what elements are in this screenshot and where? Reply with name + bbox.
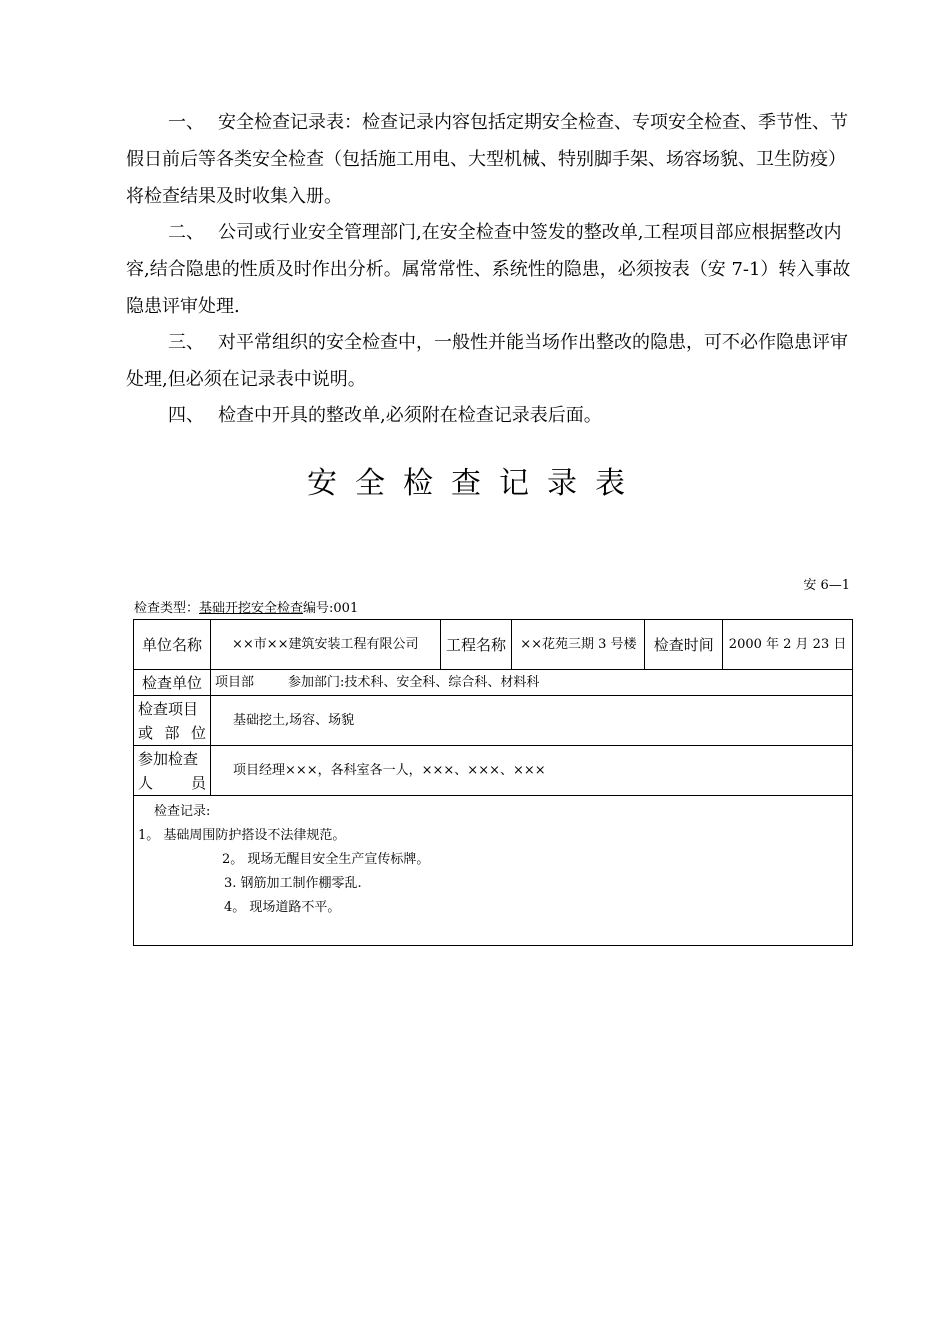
unit-name-label: 单位名称: [134, 620, 211, 670]
record-item: 4。 现场道路不平。: [224, 900, 341, 915]
paragraph-text: 公司或行业安全管理部门,在安全检查中签发的整改单,工程项目部应根据整改内容,结合隐患的性质及时作出分析。属常常性、系统性的隐患，必须按表（安 7-1）转入事故隐患评审处理.: [126, 222, 851, 317]
check-unit-label: 检查单位: [134, 670, 211, 696]
check-unit-cell: [210, 670, 852, 696]
paragraph-text: 安全检查记录表：检查记录内容包括定期安全检查、专项安全检查、季节性、节假日前后等各类安全检查（包括施工用电、大型机械、特别脚手架、场容场貌、卫生防疫）将检查结果及时收集入册。: [126, 112, 848, 207]
table-row: [134, 670, 853, 696]
paragraph-number: 二、: [168, 222, 204, 243]
check-unit-value: 项目部: [214, 674, 254, 690]
check-item-label-line: 检查项目: [138, 699, 199, 718]
form-number: 编号:001: [303, 601, 359, 616]
check-type-label: 检查类型：: [134, 601, 200, 616]
paragraph-number: 三、: [168, 332, 204, 353]
table-row: [134, 746, 853, 796]
paragraph-3: [126, 324, 854, 398]
participants-label-line: 人 员: [138, 773, 206, 792]
table-row: [134, 620, 853, 670]
check-type-value: 基础开挖安全检查: [199, 601, 304, 616]
check-time-value: 2000 年 2 月 23 日: [723, 620, 853, 670]
unit-name-value: ××市××建筑安装工程有限公司: [210, 620, 440, 670]
participants-value: 项目经理×××，各科室各一人，×××、×××、×××: [210, 746, 852, 796]
paragraph-number: 一、: [168, 112, 204, 133]
document-title: 安全检查记录表: [307, 466, 643, 502]
project-name-value: ××花苑三期 3 号楼: [512, 620, 645, 670]
inspection-record: [134, 796, 853, 946]
table-row: [134, 796, 853, 946]
paragraph-text: 对平常组织的安全检查中，一般性并能当场作出整改的隐患，可不必作隐患评审处理,但必须在记录表中说明。: [126, 332, 848, 390]
participants-label: [134, 746, 211, 796]
paragraph-2: [126, 214, 854, 325]
project-name-label: 工程名称: [440, 620, 512, 670]
record-item: 1。 基础周围防护搭设不法律规范。: [138, 828, 346, 843]
form-code: 安 6—1: [803, 578, 850, 593]
record-item: 3. 钢筋加工制作棚零乱.: [224, 876, 362, 891]
paragraph-1: [126, 104, 854, 215]
participants-label-line: 参加检查: [138, 749, 199, 768]
record-heading: 检查记录:: [154, 804, 211, 819]
check-item-label-line: 或 部 位: [138, 723, 206, 742]
inspection-table: [133, 619, 853, 946]
participating-departments: 参加部门:技术科、安全科、综合科、材料科: [287, 674, 540, 690]
paragraph-text: 检查中开具的整改单,必须附在检查记录表后面。: [218, 405, 602, 426]
paragraph-number: 四、: [168, 405, 204, 426]
check-time-label: 检查时间: [645, 620, 723, 670]
paragraph-4: [126, 397, 854, 434]
table-row: [134, 696, 853, 746]
check-type-line: [134, 597, 358, 616]
record-item: 2。 现场无醒目安全生产宣传标牌。: [222, 852, 430, 867]
check-item-label: [134, 696, 211, 746]
check-item-value: 基础挖土,场容、场貌: [210, 696, 852, 746]
